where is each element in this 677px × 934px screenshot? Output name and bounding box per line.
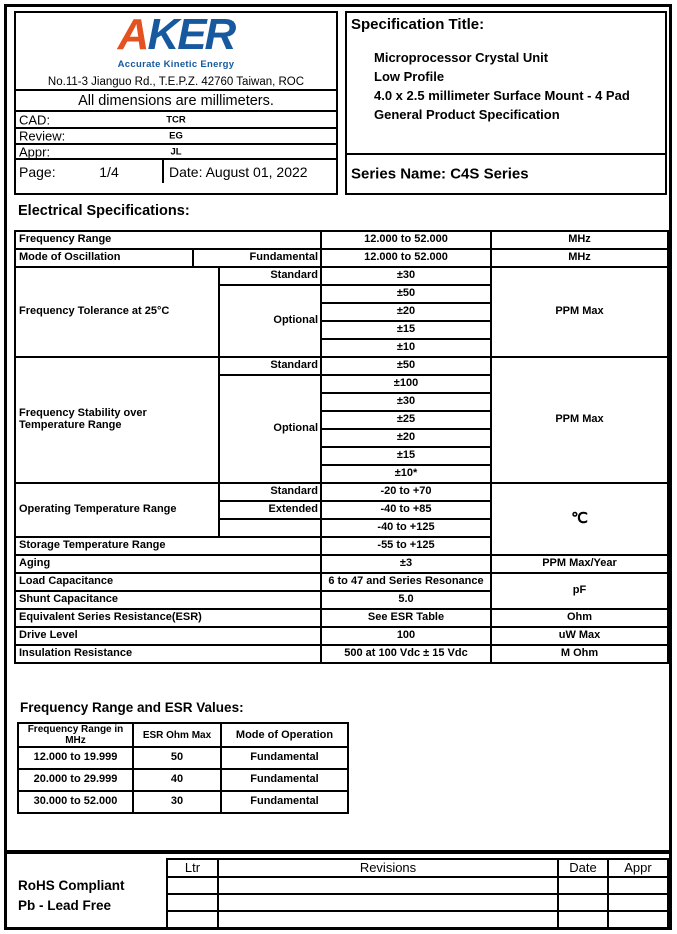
date-value: Date: August 01, 2022 — [169, 163, 308, 180]
param-cell: Mode of Oscillation — [15, 249, 193, 267]
column-header-ltr: Ltr — [167, 859, 218, 877]
review-value: EG — [169, 130, 183, 142]
revision-row-empty — [167, 877, 668, 894]
title-block — [14, 11, 338, 195]
sub-cell: Standard — [219, 357, 321, 375]
value-cell: 12.000 to 52.000 — [321, 249, 491, 267]
series-name: Series Name: C4S Series — [351, 165, 529, 183]
sub-cell: Extended — [219, 501, 321, 519]
freq-range-cell: 30.000 to 52.000 — [18, 791, 133, 813]
rohs-line2: Pb - Lead Free — [18, 898, 112, 913]
unit-cell: uW Max — [491, 627, 668, 645]
unit-cell: MHz — [491, 231, 668, 249]
value-cell: ±50 — [321, 357, 491, 375]
value-cell: 12.000 to 52.000 — [321, 231, 491, 249]
logo-section — [16, 10, 336, 91]
specification-title-block — [345, 11, 667, 195]
value-cell: ±10 — [321, 339, 491, 357]
appr-value: JL — [170, 146, 182, 157]
value-cell: ±15 — [321, 447, 491, 465]
page-number: 1/4 — [99, 163, 119, 180]
table-row — [15, 267, 668, 285]
param-cell — [15, 357, 219, 483]
value-cell: ±100 — [321, 375, 491, 393]
spec-title-line: General Product Specification — [374, 107, 560, 122]
param-cell: Frequency Range — [15, 231, 321, 249]
column-header-revisions: Revisions — [218, 859, 558, 877]
param-cell: Frequency Tolerance at 25°C — [15, 267, 219, 357]
cad-value: TCR — [166, 114, 186, 125]
revision-cell-empty — [218, 877, 558, 894]
value-cell: ±15 — [321, 321, 491, 339]
esr-cell: 40 — [133, 769, 221, 791]
sub-cell: Standard — [219, 267, 321, 285]
table-header-row — [167, 859, 668, 877]
table-row — [15, 555, 668, 573]
column-header-date: Date — [558, 859, 608, 877]
revision-row-empty — [167, 894, 668, 911]
freq-range-cell: 12.000 to 19.999 — [18, 747, 133, 769]
electrical-specifications-table — [14, 230, 669, 664]
value-cell: 5.0 — [321, 591, 491, 609]
param-cell: Operating Temperature Range — [15, 483, 219, 537]
param-cell: Drive Level — [15, 627, 321, 645]
unit-cell: ℃ — [491, 483, 668, 555]
mode-cell: Fundamental — [221, 747, 348, 769]
column-header-appr: Appr — [608, 859, 668, 877]
spec-title-label: Specification Title: — [351, 16, 485, 33]
table-row — [15, 609, 668, 627]
page-date-row — [16, 160, 336, 183]
revision-row-empty — [167, 911, 668, 928]
revision-cell-empty — [608, 911, 668, 928]
rohs-note — [18, 876, 125, 916]
value-cell: ±30 — [321, 267, 491, 285]
review-label: Review: — [19, 128, 66, 144]
review-row — [16, 129, 336, 145]
cad-row — [16, 112, 336, 129]
value-cell: -40 to +125 — [321, 519, 491, 537]
table-row — [18, 769, 348, 791]
table-row — [18, 747, 348, 769]
value-cell: 500 at 100 Vdc ± 15 Vdc — [321, 645, 491, 663]
dimensions-note: All dimensions are millimeters. — [16, 91, 336, 112]
rohs-line1: RoHS Compliant — [18, 878, 125, 893]
mode-cell: Fundamental — [221, 769, 348, 791]
appr-label: Appr: — [19, 144, 51, 159]
table-row — [15, 357, 668, 375]
appr-row — [16, 145, 336, 160]
unit-cell: pF — [491, 573, 668, 609]
electrical-specifications-heading: Electrical Specifications: — [18, 203, 190, 219]
logo-tagline: Accurate Kinetic Energy — [117, 59, 235, 70]
param-cell: Equivalent Series Resistance(ESR) — [15, 609, 321, 627]
param-cell: Storage Temperature Range — [15, 537, 321, 555]
unit-cell: M Ohm — [491, 645, 668, 663]
revision-cell-empty — [218, 911, 558, 928]
value-cell: 100 — [321, 627, 491, 645]
unit-cell: PPM Max/Year — [491, 555, 668, 573]
value-cell: -55 to +125 — [321, 537, 491, 555]
table-row — [15, 645, 668, 663]
sub-cell: Optional — [219, 375, 321, 483]
revision-cell-empty — [167, 894, 218, 911]
esr-cell: 50 — [133, 747, 221, 769]
revision-cell-empty — [167, 877, 218, 894]
revision-cell-empty — [558, 877, 608, 894]
date-cell — [164, 160, 336, 183]
param-text: Frequency Stability over Temperature Range — [19, 407, 147, 431]
unit-cell: MHz — [491, 249, 668, 267]
sub-cell: Optional — [219, 285, 321, 357]
revisions-table — [166, 858, 669, 929]
column-header: Frequency Range in MHz — [18, 723, 133, 747]
revision-cell-empty — [218, 894, 558, 911]
table-row — [15, 249, 668, 267]
table-header-row — [18, 723, 348, 747]
value-cell: 6 to 47 and Series Resonance — [321, 573, 491, 591]
value-cell: ±50 — [321, 285, 491, 303]
freq-range-cell: 20.000 to 29.999 — [18, 769, 133, 791]
value-cell: -20 to +70 — [321, 483, 491, 501]
column-header: ESR Ohm Max — [133, 723, 221, 747]
spec-title-lines — [374, 48, 630, 124]
sub-cell: Standard — [219, 483, 321, 501]
mode-cell: Fundamental — [221, 791, 348, 813]
revision-cell-empty — [558, 911, 608, 928]
aker-logo — [16, 10, 336, 59]
table-row — [15, 483, 668, 501]
esr-cell: 30 — [133, 791, 221, 813]
page-label: Page: — [19, 163, 56, 180]
esr-values-heading: Frequency Range and ESR Values: — [20, 700, 244, 715]
unit-cell: Ohm — [491, 609, 668, 627]
column-header: Mode of Operation — [221, 723, 348, 747]
revision-cell-empty — [167, 911, 218, 928]
logo-letters-ker: KER — [147, 10, 235, 59]
value-cell: ±20 — [321, 429, 491, 447]
value-cell: ±10* — [321, 465, 491, 483]
param-cell: Aging — [15, 555, 321, 573]
sub-cell: Fundamental — [193, 249, 321, 267]
spec-title-line: 4.0 x 2.5 millimeter Surface Mount - 4 Pad — [374, 88, 630, 103]
param-cell: Shunt Capacitance — [15, 591, 321, 609]
series-name-row — [347, 153, 665, 193]
page-cell — [16, 160, 164, 183]
cad-label: CAD: — [19, 112, 51, 127]
value-cell: ±30 — [321, 393, 491, 411]
revision-cell-empty — [608, 894, 668, 911]
revision-cell-empty — [608, 877, 668, 894]
table-row — [18, 791, 348, 813]
esr-values-table — [17, 722, 349, 814]
param-cell: Insulation Resistance — [15, 645, 321, 663]
value-cell: ±20 — [321, 303, 491, 321]
value-cell: See ESR Table — [321, 609, 491, 627]
footer-divider-line — [7, 850, 669, 854]
logo-letter-a: A — [117, 10, 148, 59]
value-cell: -40 to +85 — [321, 501, 491, 519]
table-row — [15, 231, 668, 249]
table-row — [15, 627, 668, 645]
spec-title-line: Microprocessor Crystal Unit — [374, 50, 549, 65]
spec-title-line: Low Profile — [374, 69, 445, 84]
company-address: No.11-3 Jianguo Rd., T.E.P.Z. 42760 Taiwan, ROC — [47, 76, 305, 88]
value-cell: ±25 — [321, 411, 491, 429]
param-cell: Load Capacitance — [15, 573, 321, 591]
revision-cell-empty — [558, 894, 608, 911]
unit-cell: PPM Max — [491, 357, 668, 483]
unit-cell: PPM Max — [491, 267, 668, 357]
sub-cell — [219, 519, 321, 537]
table-row — [15, 573, 668, 591]
value-cell: ±3 — [321, 555, 491, 573]
